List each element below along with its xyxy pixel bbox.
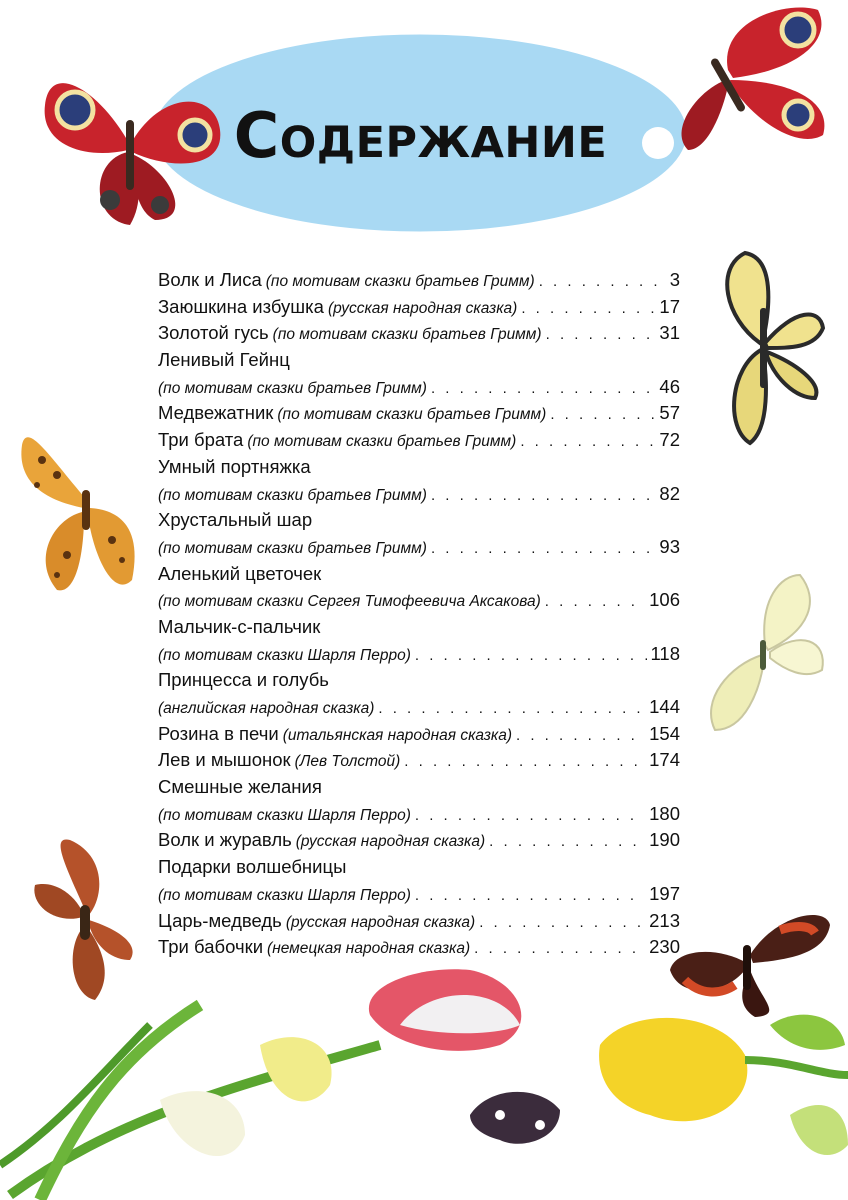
toc-entry-note: (по мотивам сказки братьев Гримм) — [277, 406, 547, 424]
toc-leader-dots — [521, 296, 655, 323]
toc-entry-page: 3 — [669, 269, 680, 290]
toc-leader-dots — [539, 269, 666, 296]
toc-leader-dots — [489, 829, 645, 856]
toc-entry-note: (русская народная сказка) — [285, 913, 476, 931]
toc-entry[interactable] — [158, 934, 680, 961]
toc-entry[interactable] — [158, 801, 680, 828]
toc-entry-page: 31 — [659, 322, 680, 344]
toc-entry-title: Смешные желания — [158, 776, 322, 798]
toc-entry[interactable] — [158, 320, 680, 347]
toc-entry[interactable] — [158, 721, 680, 748]
toc-entry-title: Волк и журавль — [158, 829, 292, 851]
toc-leader-dots — [431, 376, 655, 403]
toc-entry-note: (по мотивам сказки Шарля Перро) — [158, 646, 411, 664]
toc-entry-title: Заюшкина избушка — [158, 295, 324, 317]
toc-entry[interactable] — [158, 400, 680, 427]
toc-entry-note: (по мотивам сказки Шарля Перро) — [158, 886, 411, 904]
toc-entry[interactable] — [158, 881, 680, 908]
toc-entry-note: (по мотивам сказки братьев Гримм) — [158, 486, 427, 504]
toc-entry-title-line[interactable] — [158, 854, 680, 881]
toc-entry-title: Умный портняжка — [158, 455, 311, 477]
toc-entry-note: (по мотивам сказки Шарля Перро) — [158, 806, 411, 824]
white-butterfly — [700, 570, 830, 735]
toc-entry-title-line[interactable] — [158, 507, 680, 534]
toc-leader-dots — [415, 803, 645, 830]
toc-entry-page: 154 — [649, 722, 680, 744]
toc-entry-page: 46 — [659, 375, 680, 397]
toc-entry-page: 190 — [649, 829, 680, 851]
toc-entry[interactable] — [158, 641, 680, 668]
toc-leader-dots — [404, 749, 645, 776]
toc-entry[interactable] — [158, 587, 680, 614]
toc-leader-dots — [431, 536, 655, 563]
toc-entry-page: 118 — [650, 642, 680, 664]
toc-entry[interactable] — [158, 827, 680, 854]
toc-entry-title: Три брата — [158, 429, 244, 451]
toc-leader-dots — [415, 883, 645, 910]
toc-leader-dots — [546, 322, 656, 349]
toc-entry-title: Царь-медведь — [158, 909, 282, 931]
toc-entry-title-line[interactable] — [158, 561, 680, 588]
toc-entry[interactable] — [158, 534, 680, 561]
toc-leader-dots — [378, 696, 645, 723]
toc-entry-page: 213 — [649, 909, 680, 931]
toc-entry[interactable] — [158, 908, 680, 935]
toc-entry-note: (по мотивам сказки братьев Гримм) — [247, 433, 517, 451]
toc-leader-dots — [431, 483, 655, 510]
toc-entry[interactable] — [158, 747, 680, 774]
toc-entry-page: 93 — [659, 535, 680, 557]
toc-entry-title-line[interactable] — [158, 774, 680, 801]
toc-entry-page: 106 — [649, 589, 680, 611]
swallowtail-butterfly — [705, 248, 830, 448]
table-of-contents — [158, 267, 680, 961]
toc-entry-title: Ленивый Гейнц — [158, 349, 290, 371]
toc-entry-title-line[interactable] — [158, 614, 680, 641]
toc-entry-note: (по мотивам сказки братьев Гримм) — [158, 539, 427, 557]
toc-entry-title: Розина в печи — [158, 722, 279, 744]
toc-entry-title: Золотой гусь — [158, 322, 269, 344]
toc-entry[interactable] — [158, 267, 680, 294]
toc-entry-page: 144 — [649, 696, 680, 717]
toc-entry-note: (по мотивам сказки братьев Гримм) — [265, 273, 535, 290]
toc-leader-dots — [545, 589, 645, 616]
toc-entry-title-line[interactable] — [158, 347, 680, 374]
toc-entry-note: (по мотивам сказки братьев Гримм) — [272, 326, 542, 344]
toc-entry-note: (по мотивам сказки братьев Гримм) — [158, 379, 427, 397]
toc-leader-dots — [550, 402, 655, 429]
toc-entry-title: Медвежатник — [158, 402, 274, 424]
toc-entry-title: Три бабочки — [158, 936, 264, 958]
flowers-bottom — [0, 965, 848, 1200]
toc-entry-page: 57 — [659, 402, 680, 424]
toc-entry-note: (Лев Толстой) — [294, 753, 401, 771]
toc-entry-page: 17 — [659, 295, 680, 317]
toc-entry[interactable] — [158, 694, 680, 721]
toc-entry-note: (итальянская народная сказка) — [282, 726, 512, 744]
toc-entry-title: Принцесса и голубь — [158, 669, 329, 691]
toc-entry-page: 174 — [649, 749, 680, 771]
toc-entry[interactable] — [158, 294, 680, 321]
page-title: Содержание — [233, 98, 608, 172]
toc-entry-title-line[interactable] — [158, 667, 680, 694]
fritillary-butterfly — [12, 420, 152, 605]
toc-entry-note: (по мотивам сказки Сергея Тимофеевича Аксакова) — [158, 593, 541, 611]
toc-entry[interactable] — [158, 481, 680, 508]
peacock-butterfly-top-left — [30, 50, 230, 240]
toc-leader-dots — [479, 910, 645, 937]
toc-entry-title: Волк и Лиса — [158, 269, 262, 290]
toc-entry-title: Мальчик-с-пальчик — [158, 615, 321, 637]
toc-entry-title: Лев и мышонок — [158, 749, 291, 771]
toc-entry-note: (русская народная сказка) — [327, 299, 518, 317]
toc-entry-title: Подарки волшебницы — [158, 856, 347, 878]
toc-entry-note: (немецкая народная сказка) — [267, 940, 471, 958]
toc-entry-title: Хрустальный шар — [158, 509, 313, 531]
toc-leader-dots — [474, 936, 645, 963]
toc-entry-page: 72 — [659, 429, 680, 451]
toc-entry-page: 230 — [649, 936, 680, 958]
toc-entry-note: (английская народная сказка) — [158, 700, 375, 717]
toc-leader-dots — [516, 723, 645, 750]
toc-entry-note: (русская народная сказка) — [295, 833, 486, 851]
toc-leader-dots — [415, 643, 647, 670]
toc-entry-page: 82 — [659, 482, 680, 504]
peacock-butterfly-top-right — [648, 0, 838, 160]
toc-entry-page: 197 — [649, 882, 680, 904]
toc-entry-title-line[interactable] — [158, 454, 680, 481]
toc-leader-dots — [520, 429, 655, 456]
toc-entry-page: 180 — [649, 802, 680, 824]
toc-entry[interactable] — [158, 427, 680, 454]
toc-entry[interactable] — [158, 374, 680, 401]
toc-entry-title: Аленький цветочек — [158, 562, 322, 584]
